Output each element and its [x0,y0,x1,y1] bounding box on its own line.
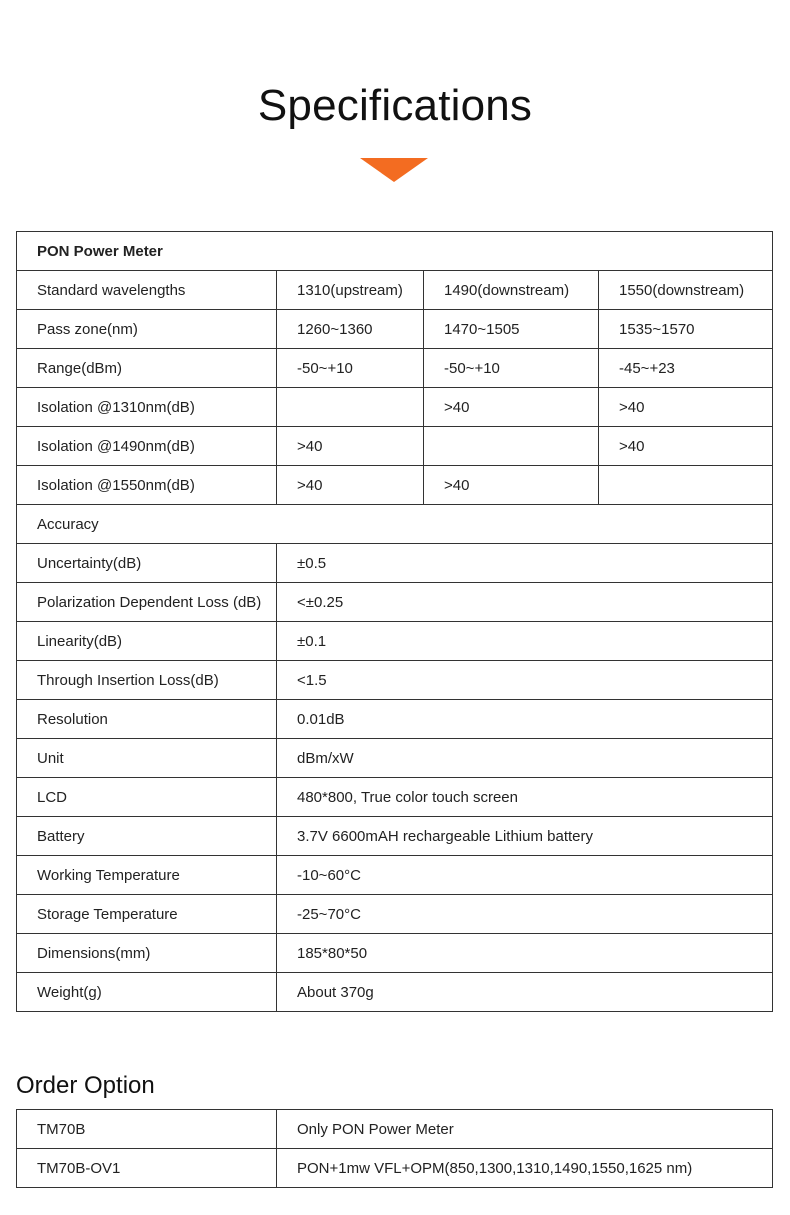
cell-value: About 370g [277,973,773,1012]
row-label: LCD [17,778,277,817]
table-row [17,661,773,700]
cell-value: 3.7V 6600mAH rechargeable Lithium battery [277,817,773,856]
page-title: Specifications [257,81,533,130]
cell-value: -10~60°C [277,856,773,895]
table-row [17,466,773,505]
cell-value: >40 [599,388,773,427]
cell-value: 185*80*50 [277,934,773,973]
row-label: Working Temperature [17,856,277,895]
row-label: Polarization Dependent Loss (dB) [17,583,277,622]
row-label: Isolation @1490nm(dB) [17,427,277,466]
table-row [17,1149,773,1188]
table-row [17,934,773,973]
row-label: Isolation @1310nm(dB) [17,388,277,427]
spec-table [16,231,773,1012]
cell-value: >40 [599,427,773,466]
cell-value: 1470~1505 [424,310,599,349]
row-label: Battery [17,817,277,856]
table-row [17,232,773,271]
cell-value: ±0.1 [277,622,773,661]
spec-header: PON Power Meter [17,232,773,271]
cell-value: >40 [277,466,424,505]
table-row [17,973,773,1012]
cell-value: 480*800, True color touch screen [277,778,773,817]
cell-value: <±0.25 [277,583,773,622]
table-row [17,700,773,739]
row-label: Dimensions(mm) [17,934,277,973]
table-row [17,544,773,583]
order-model: TM70B-OV1 [17,1149,277,1188]
table-row [17,427,773,466]
cell-value: <1.5 [277,661,773,700]
order-description: Only PON Power Meter [277,1110,773,1149]
cell-value: >40 [424,388,599,427]
row-label: Standard wavelengths [17,271,277,310]
table-row [17,817,773,856]
cell-value [277,388,424,427]
row-label: Pass zone(nm) [17,310,277,349]
order-description: PON+1mw VFL+OPM(850,1300,1310,1490,1550,1625 nm) [277,1149,773,1188]
row-label: Unit [17,739,277,778]
row-label: Storage Temperature [17,895,277,934]
table-row [17,349,773,388]
order-option-title: Order Option [16,1072,155,1099]
row-label: Uncertainty(dB) [17,544,277,583]
cell-value: ±0.5 [277,544,773,583]
row-label: Linearity(dB) [17,622,277,661]
cell-value: >40 [424,466,599,505]
cell-value: >40 [277,427,424,466]
order-table [16,1109,773,1188]
cell-value: 1535~1570 [599,310,773,349]
cell-value: 1310(upstream) [277,271,424,310]
cell-value: 1550(downstream) [599,271,773,310]
accuracy-section-label: Accuracy [17,505,773,544]
row-label: Through Insertion Loss(dB) [17,661,277,700]
table-row [17,310,773,349]
table-row [17,778,773,817]
table-row [17,1110,773,1149]
cell-value: -25~70°C [277,895,773,934]
cell-value: 1260~1360 [277,310,424,349]
cell-value [424,427,599,466]
row-label: Weight(g) [17,973,277,1012]
row-label: Isolation @1550nm(dB) [17,466,277,505]
order-model: TM70B [17,1110,277,1149]
cell-value: -50~+10 [277,349,424,388]
row-label: Range(dBm) [17,349,277,388]
cell-value: -45~+23 [599,349,773,388]
table-row [17,271,773,310]
cell-value: -50~+10 [424,349,599,388]
table-row [17,739,773,778]
table-row [17,583,773,622]
table-row [17,895,773,934]
table-row [17,388,773,427]
table-row [17,505,773,544]
cell-value: 1490(downstream) [424,271,599,310]
down-arrow-icon [360,158,428,182]
cell-value: 0.01dB [277,700,773,739]
cell-value: dBm/xW [277,739,773,778]
table-row [17,622,773,661]
cell-value [599,466,773,505]
row-label: Resolution [17,700,277,739]
table-row [17,856,773,895]
